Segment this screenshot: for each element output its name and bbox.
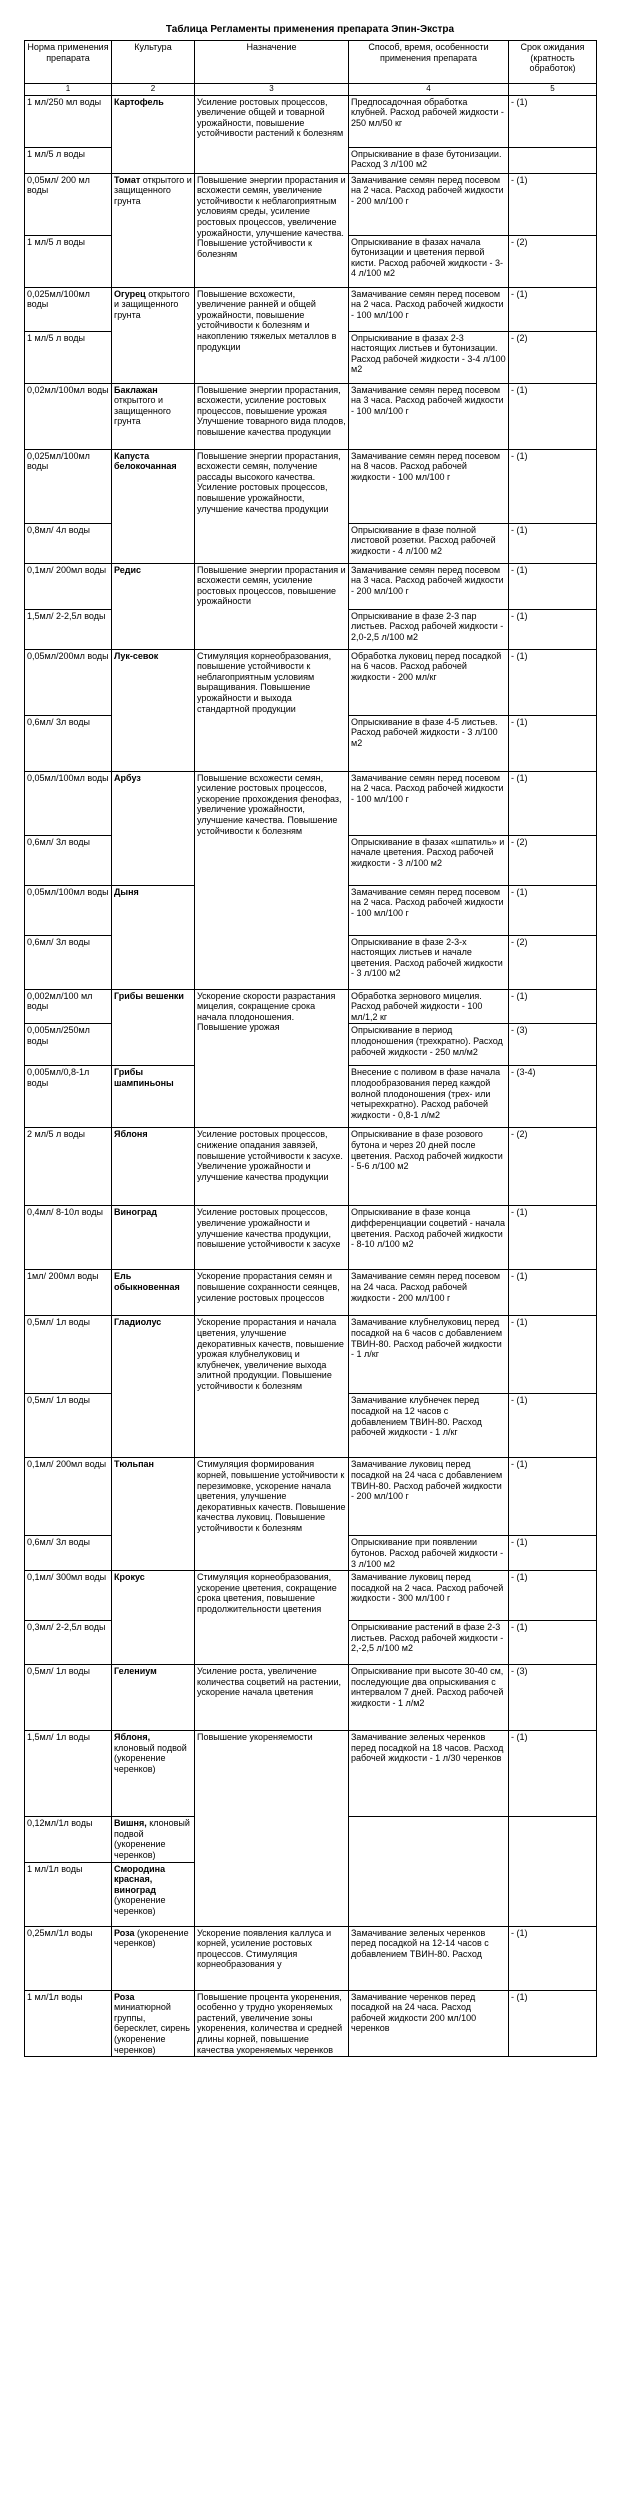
method-cell: Опрыскивание при появлении бутонов. Расход рабочей жидкости - 3 л/100 м2 [349, 1536, 509, 1571]
crop-cell [112, 1316, 195, 1458]
purpose-cell: Усиление ростовых процессов, увеличение урожайности и улучшение качества продукции, повышение устойчивости к засухе [195, 1206, 349, 1270]
purpose-cell: Повышение процента укоренения, особенно у трудно укореняемых растений, увеличение зоны укоренения, количества и средней длины корней, повышение качества укореняемых черенков [195, 1990, 349, 2057]
method-cell: Обработка луковиц перед посадкой на 6 часов. Расход рабочей жидкости - 200 мл/кг [349, 649, 509, 715]
table-row [25, 649, 597, 715]
wait-cell: - (1) [509, 1621, 597, 1665]
column-header: Норма применения препарата [25, 41, 112, 84]
crop-cell [112, 885, 195, 989]
wait-cell: - (1) [509, 1316, 597, 1394]
norm-cell: 0,05мл/100мл воды [25, 885, 112, 935]
crop-name: Гладиолус [114, 1317, 162, 1328]
norm-cell: 1,5мл/ 2-2,5л воды [25, 609, 112, 649]
crop-name: Крокус [114, 1572, 145, 1583]
wait-cell: - (1) [509, 1458, 597, 1536]
norm-cell: 1 мл/1л воды [25, 1862, 112, 1926]
norm-cell: 0,005мл/250мл воды [25, 1024, 112, 1066]
crop-subtitle: открытого и защищенного грунта [114, 395, 171, 427]
method-cell: Опрыскивание в фазе бутонизации. Расход 3 л/100 м2 [349, 147, 509, 173]
method-cell: Опрыскивание в фазе конца дифференциации соцветий - начала цветения. Расход рабочей жидкости - 8-10 л/100 м2 [349, 1206, 509, 1270]
crop-cell [112, 1731, 195, 1817]
purpose-cell: Стимуляция формирования корней, повышение устойчивости к перезимовке, ускорение начала цветения, улучшение декоративных качеств. Повышение качества луковиц. Повышение устойчивости к болезням [195, 1458, 349, 1571]
norm-cell: 0,6мл/ 3л воды [25, 715, 112, 771]
norm-cell: 0,4мл/ 8-10л воды [25, 1206, 112, 1270]
crop-cell [112, 771, 195, 885]
wait-cell: - (1) [509, 771, 597, 835]
method-cell: Опрыскивание в фазах 2-3 настоящих листьев и бутонизации. Расход рабочей жидкости - 3-4 л/100 м2 [349, 331, 509, 383]
wait-cell: - (2) [509, 1128, 597, 1206]
crop-cell [112, 1458, 195, 1571]
method-cell: Замачивание черенков перед посадкой на 24 часа. Расход рабочей жидкости 200 мл/100 черенков [349, 1990, 509, 2057]
crop-cell [112, 383, 195, 449]
purpose-cell: Стимуляция корнеобразования, ускорение цветения, сокращение срока цветения, повышение продолжительности цветения [195, 1571, 349, 1665]
wait-cell: - (3-4) [509, 1066, 597, 1128]
crop-name: Яблоня, [114, 1732, 151, 1743]
crop-name: Баклажан [114, 384, 158, 395]
purpose-cell: Стимуляция корнеобразования, повышение устойчивости к неблагоприятным условиям выращивания. Повышение урожайности и выхода стандартной продукции [195, 649, 349, 771]
method-cell: Замачивание луковиц перед посадкой на 24 часа с добавлением ТВИН-80. Расход рабочей жидкости - 200 мл/100 г [349, 1458, 509, 1536]
method-cell: Замачивание семян перед посевом на 3 часа. Расход рабочей жидкости - 100 мл/100 г [349, 383, 509, 449]
wait-cell: - (2) [509, 331, 597, 383]
column-number: 2 [112, 84, 195, 96]
method-cell: Опрыскивание в фазе 2-3 пар листьев. Расход рабочей жидкости - 2,0-2,5 л/100 м2 [349, 609, 509, 649]
wait-cell: - (1) [509, 885, 597, 935]
crop-cell [112, 287, 195, 383]
wait-cell: - (1) [509, 1990, 597, 2057]
crop-cell [112, 1665, 195, 1731]
wait-cell: - (1) [509, 449, 597, 523]
wait-cell: - (1) [509, 1394, 597, 1458]
crop-name: Грибы вешенки [114, 990, 184, 1001]
purpose-cell: Усиление ростовых процессов, увеличение общей и товарной урожайности, повышение устойчивости растений к болезням [195, 95, 349, 173]
method-cell: Опрыскивание в фазе розового бутона и через 20 дней после цветения. Расход рабочей жидкости - 5-6 л/100 м2 [349, 1128, 509, 1206]
crop-subtitle: (укоренение черенков) [114, 1927, 189, 1949]
wait-cell: - (1) [509, 1270, 597, 1316]
crop-name: Дыня [114, 886, 139, 897]
wait-cell: - (2) [509, 835, 597, 885]
method-cell: Предпосадочная обработка клубней. Расход рабочей жидкости - 250 мл/50 кг [349, 95, 509, 147]
wait-cell: - (1) [509, 1926, 597, 1990]
method-cell: Замачивание семян перед посевом на 2 часа. Расход рабочей жидкости - 100 мл/100 г [349, 287, 509, 331]
wait-cell: - (1) [509, 1206, 597, 1270]
crop-cell [112, 649, 195, 771]
method-cell: Опрыскивание в фазе 2-3-х настоящих листьев и начале цветения. Расход рабочей жидкости - 3 л/100 м2 [349, 935, 509, 989]
norm-cell: 1 мл/250 мл воды [25, 95, 112, 147]
norm-cell: 1мл/ 200мл воды [25, 1270, 112, 1316]
crop-name: Виноград [114, 1207, 157, 1218]
crop-name: Гелениум [114, 1666, 157, 1677]
table-row [25, 771, 597, 835]
crop-name: Редис [114, 564, 142, 575]
table-body [25, 95, 597, 2057]
table-row [25, 173, 597, 235]
method-cell: Замачивание луковиц перед посадкой на 2 часа. Расход рабочей жидкости - 300 мл/100 г [349, 1571, 509, 1621]
norm-cell: 0,3мл/ 2-2,5л воды [25, 1621, 112, 1665]
norm-cell: 0,1мл/ 200мл воды [25, 563, 112, 609]
column-number: 5 [509, 84, 597, 96]
crop-cell [112, 95, 195, 173]
method-cell: Опрыскивание при высоте 30-40 см, последующие два опрыскивания с интервалом 7 дней. Расход рабочей жидкости - 1 л/м2 [349, 1665, 509, 1731]
wait-cell: - (1) [509, 989, 597, 1024]
crop-subtitle: клоновый подвой (укоренение черенков) [114, 1742, 187, 1774]
purpose-cell: Усиление ростовых процессов, снижение опадания завязей, повышение устойчивости к засухе. Увеличение урожайности и улучшение качества продукции [195, 1128, 349, 1206]
purpose-cell: Повышение энергии прорастания, всхожести, усиление ростовых процессов, повышение урожая Улучшение товарного вида плодов, повышение качества продукции [195, 383, 349, 449]
crop-name: Ель обыкновенная [114, 1271, 180, 1292]
table-row [25, 1128, 597, 1206]
crop-cell [112, 989, 195, 1066]
method-cell: Замачивание клубнелуковиц перед посадкой на 6 часов с добавлением ТВИН-80. Расход рабочей жидкости - 1 л/кг [349, 1316, 509, 1394]
method-cell: Опрыскивание растений в фазе 2-3 листьев. Расход рабочей жидкости - 2,-2,5 л/100 м2 [349, 1621, 509, 1665]
norm-cell: 0,5мл/ 1л воды [25, 1665, 112, 1731]
crop-name: Вишня, [114, 1818, 147, 1829]
crop-cell [112, 1066, 195, 1128]
norm-cell: 1 мл/5 л воды [25, 235, 112, 287]
crop-cell [112, 1128, 195, 1206]
wait-cell: - (1) [509, 715, 597, 771]
purpose-cell: Повышение всхожести семян, усиление ростовых процессов, ускорение прохождения фенофаз, увеличение урожайности, улучшение качества. Повышение устойчивости к болезням [195, 771, 349, 989]
crop-name: Роза [114, 1991, 135, 2002]
table-row [25, 1990, 597, 2057]
method-cell: Замачивание семян перед посевом на 24 часа. Расход рабочей жидкости - 200 мл/100 г [349, 1270, 509, 1316]
crop-subtitle: открытого и защищенного грунта [114, 288, 190, 320]
page-title: Таблица Регламенты применения препарата Эпин-Экстра [165, 24, 455, 35]
norm-cell: 0,05мл/100мл воды [25, 771, 112, 835]
method-cell: Замачивание семян перед посевом на 8 часов. Расход рабочей жидкости - 100 мл/100 г [349, 449, 509, 523]
method-cell: Замачивание семян перед посевом на 2 часа. Расход рабочей жидкости - 200 мл/100 г [349, 173, 509, 235]
purpose-cell: Ускорение прорастания семян и повышение сохранности сеянцев, усиление ростовых процессов [195, 1270, 349, 1316]
column-number: 4 [349, 84, 509, 96]
norm-cell: 0,25мл/1л воды [25, 1926, 112, 1990]
crop-name: Яблоня [114, 1129, 148, 1140]
purpose-cell: Повышение укореняемости [195, 1731, 349, 1926]
column-number: 1 [25, 84, 112, 96]
norm-cell: 2 мл/5 л воды [25, 1128, 112, 1206]
norm-cell: 0,12мл/1л воды [25, 1817, 112, 1862]
wait-cell: - (1) [509, 1731, 597, 1817]
wait-cell: - (1) [509, 563, 597, 609]
table-row [25, 1731, 597, 1817]
method-cell: Замачивание семян перед посевом на 2 часа. Расход рабочей жидкости - 100 мл/100 г [349, 885, 509, 935]
table-row [25, 1206, 597, 1270]
table-row [25, 449, 597, 523]
norm-cell: 0,02мл/100мл воды [25, 383, 112, 449]
norm-cell: 0,6мл/ 3л воды [25, 935, 112, 989]
crop-subtitle: открытого и защищенного грунта [114, 174, 192, 206]
norm-cell: 0,5мл/ 1л воды [25, 1394, 112, 1458]
crop-subtitle: (укоренение черенков) [114, 1895, 166, 1916]
wait-cell: - (1) [509, 383, 597, 449]
crop-cell [112, 449, 195, 563]
crop-name: Лук-севок [114, 650, 159, 661]
norm-cell: 0,05мл/200мл воды [25, 649, 112, 715]
column-number: 3 [195, 84, 349, 96]
method-cell: Опрыскивание в период плодоношения (трехкратно). Расход рабочей жидкости - 250 мл/м2 [349, 1024, 509, 1066]
table-row [25, 989, 597, 1024]
purpose-cell: Ускорение появления каллуса и корней, усиление ростовых процессов. Стимуляция корнеобразования у [195, 1926, 349, 1990]
method-cell: Замачивание зеленых черенков перед посадкой на 18 часов. Расход рабочей жидкости - 1 л/30 черенков [349, 1731, 509, 1817]
wait-cell: - (1) [509, 523, 597, 563]
purpose-cell: Повышение энергии прорастания и всхожести семян, увеличение устойчивости к неблагоприятным условиям среды, усиление ростовых процессов, увеличение урожайности, улучшение качества. Повышение устойчивости к болезням [195, 173, 349, 287]
norm-cell: 0,8мл/ 4л воды [25, 523, 112, 563]
crop-cell [112, 1926, 195, 1990]
wait-cell: - (1) [509, 287, 597, 331]
purpose-cell: Повышение энергии прорастания и всхожести семян, усиление ростовых процессов, повышение урожайности [195, 563, 349, 649]
crop-cell [112, 173, 195, 287]
crop-subtitle: миниатюрной группы, бересклет, сирень (укоренение черенков) [114, 2002, 190, 2055]
wait-cell: - (2) [509, 935, 597, 989]
method-cell: Опрыскивание в фазе полной листовой розетки. Расход рабочей жидкости - 4 л/100 м2 [349, 523, 509, 563]
norm-cell: 1 мл/5 л воды [25, 147, 112, 173]
crop-name: Грибы шампиньоны [114, 1067, 174, 1088]
column-header: Способ, время, особенности применения препарата [349, 41, 509, 84]
wait-cell: - (1) [509, 609, 597, 649]
norm-cell: 0,025мл/100мл воды [25, 449, 112, 523]
wait-cell: - (1) [509, 173, 597, 235]
purpose-cell: Повышение всхожести, увеличение ранней и общей урожайности, повышение устойчивости к болезням и накоплению тяжелых металлов в продукции [195, 287, 349, 383]
crop-subtitle: клоновый подвой (укоренение черенков) [114, 1818, 190, 1860]
crop-name: Огурец [114, 288, 146, 299]
crop-name: Картофель [114, 96, 164, 107]
table-row [25, 1458, 597, 1536]
crop-name: Капуста белокочанная [114, 450, 177, 472]
method-cell: Замачивание семян перед посевом на 3 часа. Расход рабочей жидкости - 200 мл/100 г [349, 563, 509, 609]
table-row [25, 1665, 597, 1731]
method-cell: Обработка зернового мицелия. Расход рабочей жидкости - 100 мл/1,2 кг [349, 989, 509, 1024]
crop-name: Арбуз [114, 772, 141, 783]
wait-cell: - (3) [509, 1665, 597, 1731]
column-header: Назначение [195, 41, 349, 84]
wait-cell: - (1) [509, 1536, 597, 1571]
table-row [25, 1270, 597, 1316]
table-row [25, 1316, 597, 1394]
column-header: Культура [112, 41, 195, 84]
norm-cell: 0,1мл/ 300мл воды [25, 1571, 112, 1621]
crop-cell [112, 1817, 195, 1862]
wait-cell: - (3) [509, 1024, 597, 1066]
method-cell: Внесение с поливом в фазе начала плодообразования перед каждой волной плодоношения (трех- или четырехкратно). Расход рабочей жидкости - 0,8-1 л/м2 [349, 1066, 509, 1128]
norm-cell: 0,5мл/ 1л воды [25, 1316, 112, 1394]
wait-cell: - (2) [509, 235, 597, 287]
purpose-cell: Повышение энергии прорастания, всхожести семян, получение рассады высокого качества. Усиление ростовых процессов, повышение урожайности, улучшение качества продукции [195, 449, 349, 563]
crop-cell [112, 1571, 195, 1665]
norm-cell: 0,05мл/ 200 мл воды [25, 173, 112, 235]
method-cell: Опрыскивание в фазе 4-5 листьев. Расход рабочей жидкости - 3 л/100 м2 [349, 715, 509, 771]
table-row [25, 1571, 597, 1621]
crop-name: Смородина красная, виноград [114, 1863, 166, 1895]
wait-cell: - (1) [509, 95, 597, 147]
method-cell: Замачивание семян перед посевом на 2 часа. Расход рабочей жидкости - 100 мл/100 г [349, 771, 509, 835]
crop-name: Томат [114, 174, 141, 185]
purpose-cell: Ускорение скорости разрастания мицелия, сокращение срока начала плодоношения. Повышение урожая [195, 989, 349, 1128]
norm-cell: 0,6мл/ 3л воды [25, 1536, 112, 1571]
method-cell: Замачивание клубнечек перед посадкой на 12 часов с добавлением ТВИН-80. Расход рабочей жидкости - 1 л/кг [349, 1394, 509, 1458]
method-cell: Опрыскивание в фазах «шпатиль» и начале цветения. Расход рабочей жидкости - 3 л/100 м2 [349, 835, 509, 885]
norm-cell: 0,1мл/ 200мл воды [25, 1458, 112, 1536]
table-row [25, 287, 597, 331]
column-number-row [25, 84, 597, 96]
crop-cell [112, 1990, 195, 2057]
norm-cell: 0,6мл/ 3л воды [25, 835, 112, 885]
column-header: Срок ожидания (кратность обработок) [509, 41, 597, 84]
norm-cell: 0,025мл/100мл воды [25, 287, 112, 331]
wait-cell: - (1) [509, 1571, 597, 1621]
table-row [25, 95, 597, 147]
crop-name: Тюльпан [114, 1459, 154, 1470]
purpose-cell: Усиление роста, увеличение количества соцветий на растении, ускорение начала цветения [195, 1665, 349, 1731]
method-cell: Замачивание зеленых черенков перед посадкой на 12-14 часов с добавлением ТВИН-80. Расход [349, 1926, 509, 1990]
wait-cell [509, 147, 597, 173]
crop-cell [112, 563, 195, 649]
regulations-table [24, 40, 597, 2057]
norm-cell: 1 мл/1л воды [25, 1990, 112, 2057]
norm-cell: 1,5мл/ 1л воды [25, 1731, 112, 1817]
table-row [25, 383, 597, 449]
norm-cell: 1 мл/5 л воды [25, 331, 112, 383]
norm-cell: 0,002мл/100 мл воды [25, 989, 112, 1024]
purpose-cell: Ускорение прорастания и начала цветения, улучшение декоративных качеств, повышение урожая клубнелуковиц и клубнечек, увеличение выхода элитной продукции. Повышение устойчивости к болезням [195, 1316, 349, 1458]
crop-name: Роза [114, 1927, 135, 1938]
table-row [25, 1926, 597, 1990]
table-row [25, 563, 597, 609]
crop-cell [112, 1206, 195, 1270]
crop-cell [112, 1862, 195, 1926]
header-row [25, 41, 597, 84]
method-cell: Опрыскивание в фазах начала бутонизации и цветения первой кисти. Расход рабочей жидкости - 3-4 л/100 м2 [349, 235, 509, 287]
norm-cell: 0,005мл/0,8-1л воды [25, 1066, 112, 1128]
wait-cell [509, 1817, 597, 1926]
wait-cell: - (1) [509, 649, 597, 715]
crop-cell [112, 1270, 195, 1316]
method-cell [349, 1817, 509, 1926]
